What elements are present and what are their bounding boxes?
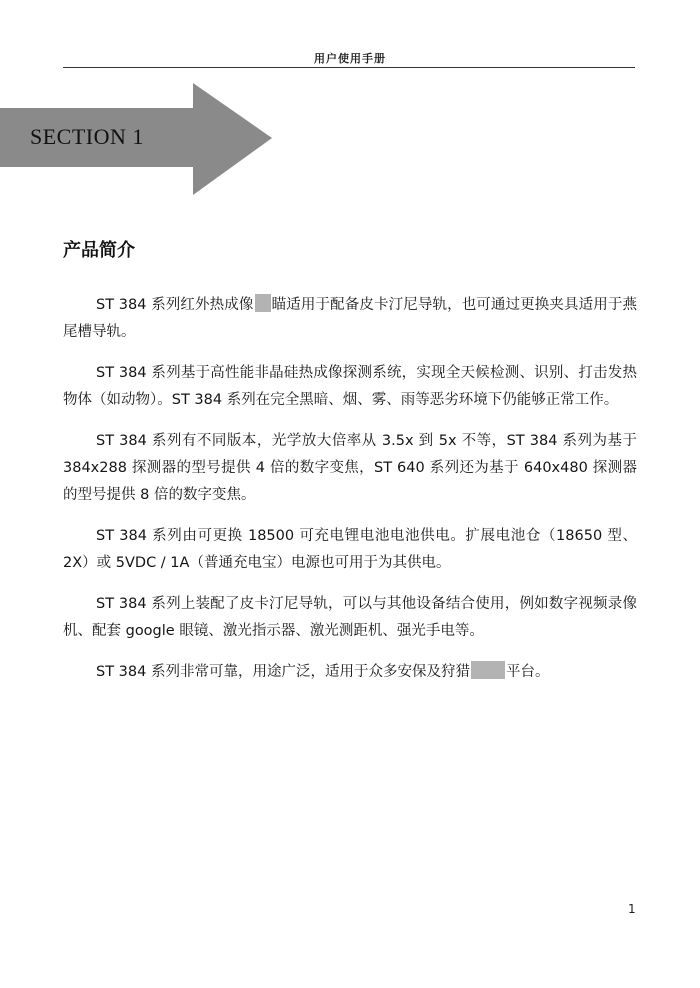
body-text [63, 292, 637, 700]
paragraph-2: ST 384 系列基于高性能非晶硅热成像探测系统，实现全天候检测、识别、打击发热物体（如动物）。ST 384 系列在完全黑暗、烟、雾、雨等恶劣环境下仍能够正常工作。 [63, 365, 637, 408]
paragraph-6 [63, 659, 637, 686]
page-number: 1 [628, 902, 636, 916]
paragraph-5: ST 384 系列上装配了皮卡汀尼导轨，可以与其他设备结合使用，例如数字视频录像机、配套 google 眼镜、激光指示器、激光测距机、强光手电等。 [63, 596, 637, 639]
header-divider [63, 67, 635, 68]
paragraph-1-text-before: ST 384 系列红外热成像 [96, 297, 254, 313]
paragraph-6-text-before: ST 384 系列非常可靠，用途广泛，适用于众多安保及狩猎 [96, 664, 470, 680]
header-title: 用户使用手册 [314, 52, 386, 65]
paragraph-4: ST 384 系列由可更换 18500 可充电锂电池电池供电。扩展电池仓（18650 型、2X）或 5VDC / 1A（普通充电宝）电源也可用于为其供电。 [63, 528, 637, 571]
redaction-block [255, 294, 271, 312]
paragraph-1 [63, 292, 637, 346]
paragraph-1-text-after: 瞄适用于配备皮卡汀尼导轨，也可通过更换夹具适用于燕尾槽导轨。 [63, 297, 637, 340]
page-heading: 产品简介 [63, 240, 135, 261]
paragraph-3: ST 384 系列有不同版本，光学放大倍率从 3.5x 到 5x 不等，ST 384 系列为基于 384x288 探测器的型号提供 4 倍的数字变焦，ST 640 系列还为基于 640x480 探测器的型号提供 8 倍的数字变焦。 [63, 433, 637, 503]
section-label: SECTION 1 [30, 124, 144, 149]
redaction-block [471, 661, 505, 679]
paragraph-6-text-after: 平台。 [505, 664, 550, 680]
